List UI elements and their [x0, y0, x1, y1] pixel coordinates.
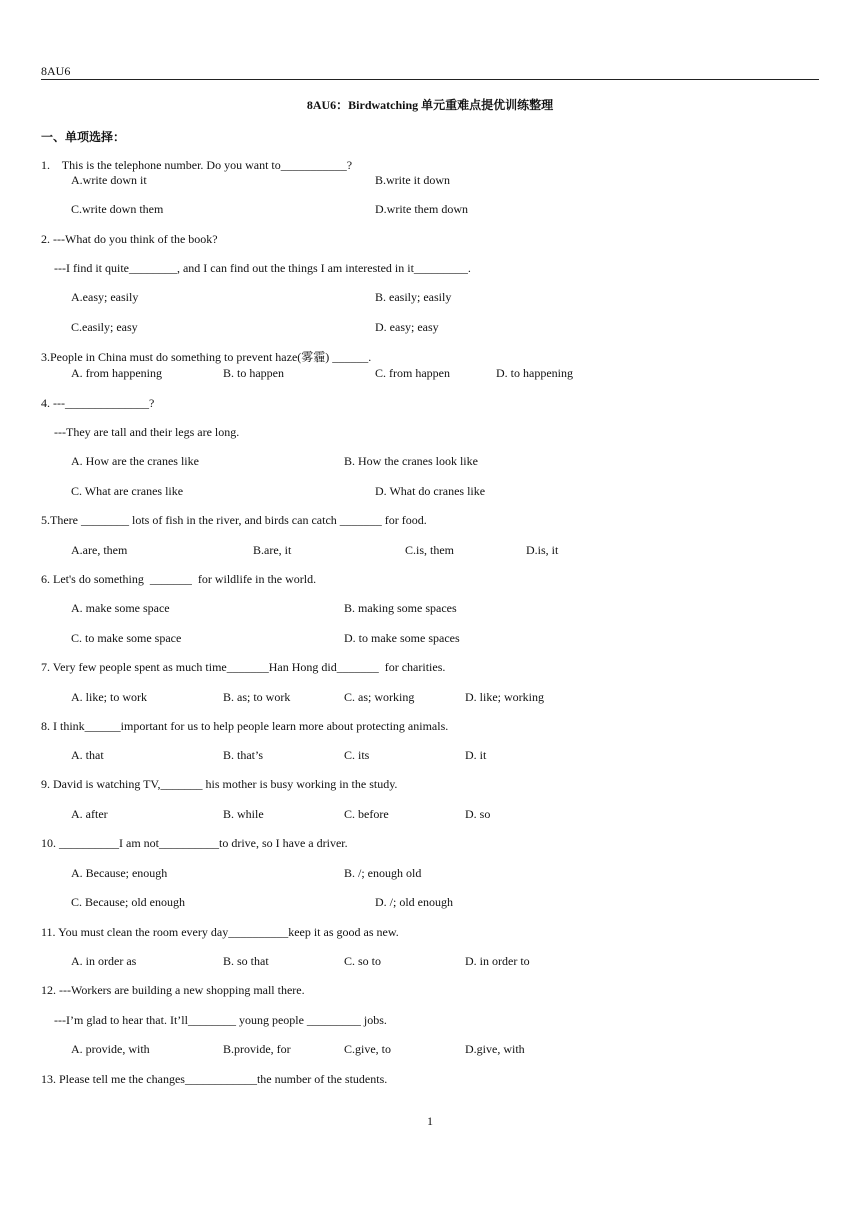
question-3-stem: 3.People in China must do something to prevent haze(雾霾) ______. — [41, 350, 372, 364]
question-3-option-d: D. to happening — [496, 366, 573, 380]
question-5-option-a: A.are, them — [71, 543, 128, 557]
question-13-stem: 13. Please tell me the changes____________the number of the students. — [41, 1072, 388, 1086]
question-2-reply: ---I find it quite________, and I can find out the things I am interested in it_________. — [54, 261, 471, 275]
question-9-option-d: D. so — [465, 807, 491, 821]
question-2-option-b: B. easily; easily — [375, 290, 452, 304]
question-2-option-c: C.easily; easy — [71, 320, 138, 334]
question-11-stem: 11. You must clean the room every day__________keep it as good as new. — [41, 925, 399, 939]
question-4-option-d: D. What do cranes like — [375, 484, 486, 498]
question-1-option-d: D.write them down — [375, 202, 468, 216]
document-title: 8AU6：Birdwatching 单元重难点提优训练整理 — [306, 98, 554, 112]
question-9-option-c: C. before — [344, 807, 389, 821]
question-12-option-b: B.provide, for — [223, 1042, 291, 1056]
question-1-option-a: A.write down it — [71, 173, 147, 187]
question-7-option-d: D. like; working — [465, 690, 544, 704]
question-12-reply: ---I’m glad to hear that. It’ll________ young people _________ jobs. — [54, 1013, 387, 1027]
question-5-stem: 5.There ________ lots of fish in the river, and birds can catch _______ for food. — [41, 513, 427, 527]
question-10-option-a: A. Because; enough — [71, 866, 168, 880]
question-11-option-a: A. in order as — [71, 954, 137, 968]
question-10-option-d: D. /; old enough — [375, 895, 453, 909]
question-7-stem: 7. Very few people spent as much time_______Han Hong did_______ for charities. — [41, 660, 446, 674]
question-1-option-c: C.write down them — [71, 202, 164, 216]
question-9-stem: 9. David is watching TV,_______ his mother is busy working in the study. — [41, 777, 398, 791]
question-1-option-b: B.write it down — [375, 173, 450, 187]
question-6-option-b: B. making some spaces — [344, 601, 457, 615]
question-7-option-b: B. as; to work — [223, 690, 291, 704]
question-11-option-b: B. so that — [223, 954, 269, 968]
question-10-option-b: B. /; enough old — [344, 866, 422, 880]
question-9-option-b: B. while — [223, 807, 264, 821]
question-11-option-d: D. in order to — [465, 954, 530, 968]
question-1-stem: 1. This is the telephone number. Do you want to___________? — [41, 158, 353, 172]
question-12-stem: 12. ---Workers are building a new shopping mall there. — [41, 983, 305, 997]
question-10-option-c: C. Because; old enough — [71, 895, 185, 909]
question-3-option-b: B. to happen — [223, 366, 284, 380]
question-12-option-d: D.give, with — [465, 1042, 525, 1056]
question-11-option-c: C. so to — [344, 954, 382, 968]
question-3-option-a: A. from happening — [71, 366, 162, 380]
question-2-option-a: A.easy; easily — [71, 290, 139, 304]
question-7-option-a: A. like; to work — [71, 690, 147, 704]
question-12-option-c: C.give, to — [344, 1042, 391, 1056]
question-4-reply: ---They are tall and their legs are long. — [54, 425, 240, 439]
question-4-option-c: C. What are cranes like — [71, 484, 184, 498]
question-8-option-a: A. that — [71, 748, 104, 762]
question-8-option-b: B. that’s — [223, 748, 264, 762]
question-4-option-a: A. How are the cranes like — [71, 454, 199, 468]
question-4-stem: 4. ---______________? — [41, 396, 155, 410]
page-number: 1 — [427, 1114, 433, 1128]
header-rule — [41, 79, 819, 80]
section-heading: 一、单项选择： — [41, 130, 126, 144]
question-6-option-a: A. make some space — [71, 601, 170, 615]
question-6-stem: 6. Let's do something _______ for wildlife in the world. — [41, 572, 317, 586]
question-2-option-d: D. easy; easy — [375, 320, 439, 334]
question-12-option-a: A. provide, with — [71, 1042, 150, 1056]
question-2-stem: 2. ---What do you think of the book? — [41, 232, 218, 246]
question-5-option-b: B.are, it — [253, 543, 292, 557]
question-7-option-c: C. as; working — [344, 690, 415, 704]
question-8-option-d: D. it — [465, 748, 487, 762]
question-8-option-c: C. its — [344, 748, 370, 762]
question-10-stem: 10. __________I am not__________to drive, so I have a driver. — [41, 836, 348, 850]
question-9-option-a: A. after — [71, 807, 108, 821]
page-header-text: 8AU6 — [41, 64, 71, 78]
question-6-option-c: C. to make some space — [71, 631, 182, 645]
question-3-option-c: C. from happen — [375, 366, 450, 380]
question-6-option-d: D. to make some spaces — [344, 631, 460, 645]
question-4-option-b: B. How the cranes look like — [344, 454, 478, 468]
question-5-option-d: D.is, it — [526, 543, 559, 557]
question-8-stem: 8. I think______important for us to help people learn more about protecting animals. — [41, 719, 449, 733]
question-5-option-c: C.is, them — [405, 543, 455, 557]
